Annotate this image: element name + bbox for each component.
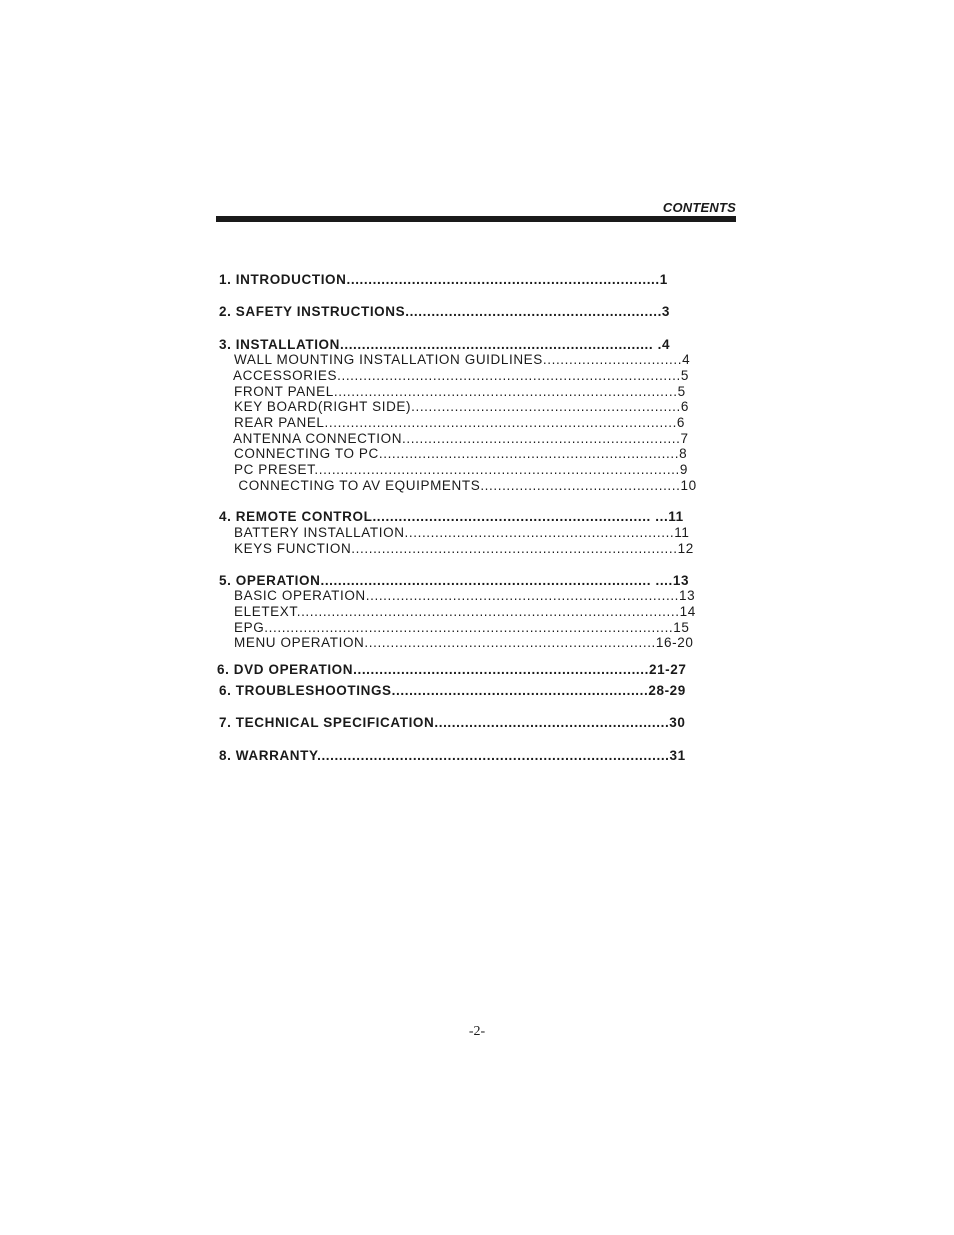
toc-subentry-connecting-av: CONNECTING TO AV EQUIPMENTS..............................................10 bbox=[234, 478, 697, 493]
toc-subentry-accessories: ACCESSORIES...............................................................................5 bbox=[233, 368, 689, 383]
toc-subentry-key-board: KEY BOARD(RIGHT SIDE)..............................................................6 bbox=[234, 399, 689, 414]
toc-subentry-connecting-to-pc: CONNECTING TO PC.....................................................................8 bbox=[234, 446, 688, 461]
toc-entry-introduction: 1. INTRODUCTION........................................................................1 bbox=[219, 272, 668, 287]
toc-subentry-front-panel: FRONT PANEL...............................................................................5 bbox=[234, 384, 686, 399]
toc-entry-technical-specification: 7. TECHNICAL SPECIFICATION......................................................30 bbox=[219, 715, 686, 730]
toc-subentry-antenna-connection: ANTENNA CONNECTION................................................................7 bbox=[233, 431, 689, 446]
toc-subentry-wall-mounting: WALL MOUNTING INSTALLATION GUIDLINES................................4 bbox=[234, 352, 691, 367]
toc-subentry-menu-operation: MENU OPERATION...................................................................16-20 bbox=[234, 635, 694, 650]
page-number: -2- bbox=[468, 1024, 486, 1039]
toc-entry-troubleshootings: 6. TROUBLESHOOTINGS...........................................................28-29 bbox=[219, 683, 686, 698]
toc-entry-installation: 3. INSTALLATION........................................................................ .4 bbox=[219, 337, 671, 352]
toc-entry-remote-control: 4. REMOTE CONTROL................................................................ ...11 bbox=[219, 509, 684, 524]
toc-subentry-basic-operation: BASIC OPERATION........................................................................13 bbox=[234, 588, 696, 603]
toc-subentry-keys-function: KEYS FUNCTION...........................................................................12 bbox=[234, 541, 694, 556]
toc-entry-dvd-operation: 6. DVD OPERATION....................................................................21-27 bbox=[217, 662, 687, 677]
toc-subentry-pc-preset: PC PRESET....................................................................................9 bbox=[234, 462, 688, 477]
toc-entry-safety-instructions: 2. SAFETY INSTRUCTIONS...........................................................3 bbox=[219, 304, 671, 319]
toc-subentry-eletext: ELETEXT........................................................................................14 bbox=[234, 604, 696, 619]
toc-subentry-epg: EPG..............................................................................................15 bbox=[234, 620, 690, 635]
contents-heading: CONTENTS bbox=[662, 200, 736, 215]
toc-entry-warranty: 8. WARRANTY.................................................................................31 bbox=[219, 748, 686, 763]
toc-subentry-battery-installation: BATTERY INSTALLATION..............................................................11 bbox=[234, 525, 690, 540]
toc-subentry-rear-panel: REAR PANEL.................................................................................6 bbox=[234, 415, 686, 430]
header-rule bbox=[216, 216, 736, 222]
toc-entry-operation: 5. OPERATION............................................................................ ....13 bbox=[219, 573, 690, 588]
